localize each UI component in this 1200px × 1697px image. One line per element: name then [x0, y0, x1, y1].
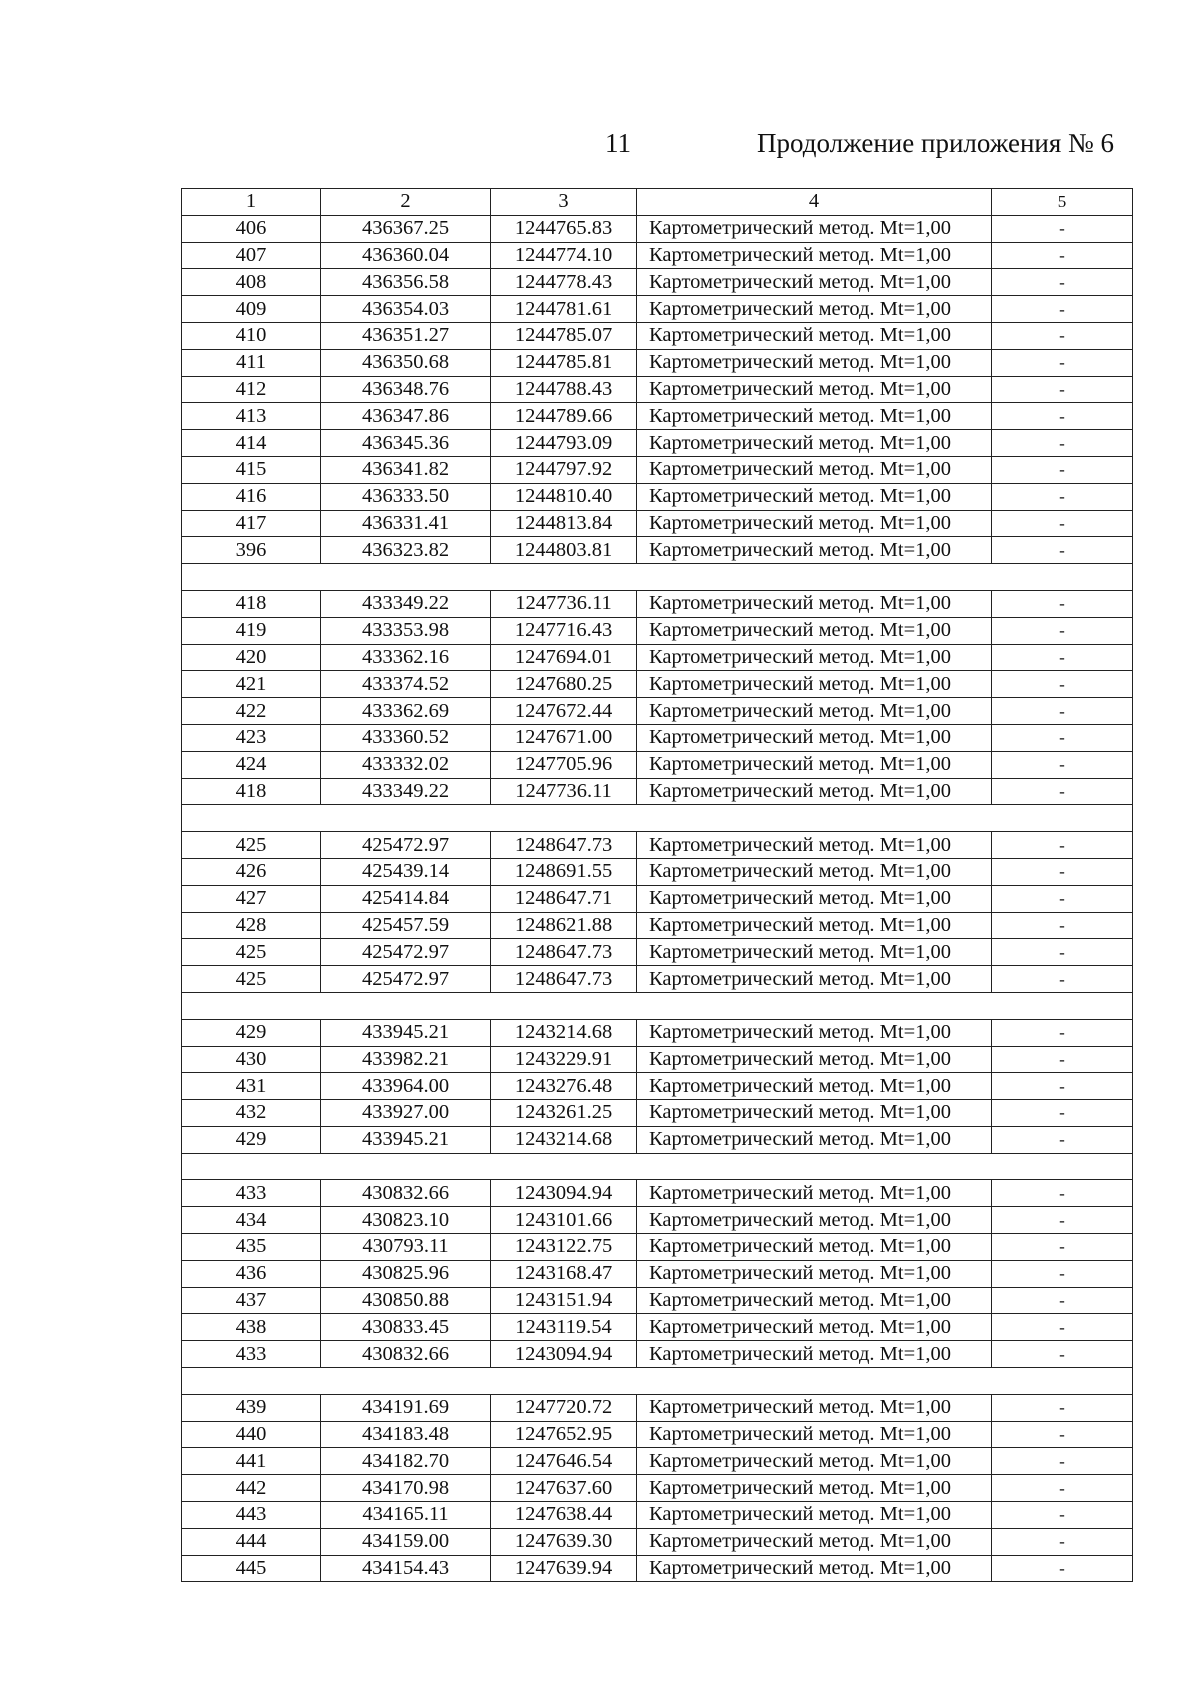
method-cell: Картометрический метод. Mt=1,00 — [637, 858, 992, 885]
column-header-1: 1 — [182, 189, 321, 216]
x-coordinate-cell: 436367.25 — [321, 215, 491, 242]
y-coordinate-cell: 1243094.94 — [491, 1180, 637, 1207]
table-row — [182, 671, 1133, 698]
note-cell: - — [992, 215, 1133, 242]
note-cell: - — [992, 510, 1133, 537]
y-coordinate-cell: 1243261.25 — [491, 1100, 637, 1127]
column-header-4: 4 — [637, 189, 992, 216]
note-cell: - — [992, 430, 1133, 457]
x-coordinate-cell: 433332.02 — [321, 751, 491, 778]
group-separator-cell — [182, 1153, 1133, 1180]
table-row — [182, 644, 1133, 671]
table-row — [182, 778, 1133, 805]
page-number: 11 — [605, 128, 631, 158]
point-number-cell: 421 — [182, 671, 321, 698]
group-separator-cell — [182, 992, 1133, 1019]
note-cell: - — [992, 1234, 1133, 1261]
x-coordinate-cell: 425439.14 — [321, 858, 491, 885]
y-coordinate-cell: 1248691.55 — [491, 858, 637, 885]
table-row — [182, 1073, 1133, 1100]
x-coordinate-cell: 434182.70 — [321, 1448, 491, 1475]
table-row — [182, 1448, 1133, 1475]
note-cell: - — [992, 1207, 1133, 1234]
x-coordinate-cell: 433349.22 — [321, 590, 491, 617]
column-header-5: 5 — [992, 189, 1133, 216]
point-number-cell: 435 — [182, 1234, 321, 1261]
y-coordinate-cell: 1247716.43 — [491, 617, 637, 644]
point-number-cell: 420 — [182, 644, 321, 671]
note-cell: - — [992, 617, 1133, 644]
note-cell: - — [992, 1180, 1133, 1207]
x-coordinate-cell: 436341.82 — [321, 456, 491, 483]
x-coordinate-cell: 436347.86 — [321, 403, 491, 430]
method-cell: Картометрический метод. Mt=1,00 — [637, 1555, 992, 1582]
group-separator-row — [182, 805, 1133, 832]
note-cell: - — [992, 1019, 1133, 1046]
point-number-cell: 434 — [182, 1207, 321, 1234]
note-cell: - — [992, 1287, 1133, 1314]
y-coordinate-cell: 1244797.92 — [491, 456, 637, 483]
x-coordinate-cell: 430825.96 — [321, 1260, 491, 1287]
point-number-cell: 432 — [182, 1100, 321, 1127]
x-coordinate-cell: 436351.27 — [321, 322, 491, 349]
note-cell: - — [992, 322, 1133, 349]
group-separator-row — [182, 1368, 1133, 1395]
note-cell: - — [992, 1394, 1133, 1421]
y-coordinate-cell: 1247705.96 — [491, 751, 637, 778]
note-cell: - — [992, 858, 1133, 885]
point-number-cell: 444 — [182, 1528, 321, 1555]
point-number-cell: 439 — [182, 1394, 321, 1421]
note-cell: - — [992, 966, 1133, 993]
note-cell: - — [992, 1126, 1133, 1153]
note-cell: - — [992, 1100, 1133, 1127]
y-coordinate-cell: 1243168.47 — [491, 1260, 637, 1287]
method-cell: Картометрический метод. Mt=1,00 — [637, 1287, 992, 1314]
y-coordinate-cell: 1247639.30 — [491, 1528, 637, 1555]
note-cell: - — [992, 242, 1133, 269]
y-coordinate-cell: 1244793.09 — [491, 430, 637, 457]
x-coordinate-cell: 430832.66 — [321, 1180, 491, 1207]
y-coordinate-cell: 1247680.25 — [491, 671, 637, 698]
method-cell: Картометрический метод. Mt=1,00 — [637, 832, 992, 859]
point-number-cell: 416 — [182, 483, 321, 510]
point-number-cell: 414 — [182, 430, 321, 457]
x-coordinate-cell: 433927.00 — [321, 1100, 491, 1127]
table-row — [182, 269, 1133, 296]
note-cell: - — [992, 269, 1133, 296]
point-number-cell: 445 — [182, 1555, 321, 1582]
x-coordinate-cell: 430793.11 — [321, 1234, 491, 1261]
point-number-cell: 425 — [182, 939, 321, 966]
y-coordinate-cell: 1247672.44 — [491, 698, 637, 725]
x-coordinate-cell: 425472.97 — [321, 966, 491, 993]
table-row — [182, 832, 1133, 859]
y-coordinate-cell: 1247646.54 — [491, 1448, 637, 1475]
table-row — [182, 349, 1133, 376]
method-cell: Картометрический метод. Mt=1,00 — [637, 456, 992, 483]
x-coordinate-cell: 425472.97 — [321, 832, 491, 859]
x-coordinate-cell: 425457.59 — [321, 912, 491, 939]
x-coordinate-cell: 430850.88 — [321, 1287, 491, 1314]
point-number-cell: 425 — [182, 966, 321, 993]
x-coordinate-cell: 436323.82 — [321, 537, 491, 564]
x-coordinate-cell: 430832.66 — [321, 1341, 491, 1368]
point-number-cell: 396 — [182, 537, 321, 564]
table-row — [182, 430, 1133, 457]
column-header-3: 3 — [491, 189, 637, 216]
group-separator-cell — [182, 564, 1133, 591]
x-coordinate-cell: 436345.36 — [321, 430, 491, 457]
note-cell: - — [992, 1555, 1133, 1582]
y-coordinate-cell: 1243094.94 — [491, 1341, 637, 1368]
method-cell: Картометрический метод. Mt=1,00 — [637, 215, 992, 242]
table-row — [182, 1341, 1133, 1368]
x-coordinate-cell: 436354.03 — [321, 296, 491, 323]
method-cell: Картометрический метод. Mt=1,00 — [637, 1314, 992, 1341]
table-row — [182, 698, 1133, 725]
method-cell: Картометрический метод. Mt=1,00 — [637, 1019, 992, 1046]
method-cell: Картометрический метод. Mt=1,00 — [637, 671, 992, 698]
point-number-cell: 410 — [182, 322, 321, 349]
x-coordinate-cell: 436360.04 — [321, 242, 491, 269]
table-row — [182, 912, 1133, 939]
point-number-cell: 427 — [182, 885, 321, 912]
y-coordinate-cell: 1247720.72 — [491, 1394, 637, 1421]
x-coordinate-cell: 430823.10 — [321, 1207, 491, 1234]
y-coordinate-cell: 1244788.43 — [491, 376, 637, 403]
x-coordinate-cell: 434183.48 — [321, 1421, 491, 1448]
method-cell: Картометрический метод. Mt=1,00 — [637, 322, 992, 349]
method-cell: Картометрический метод. Mt=1,00 — [637, 242, 992, 269]
method-cell: Картометрический метод. Mt=1,00 — [637, 1046, 992, 1073]
note-cell: - — [992, 590, 1133, 617]
table-row — [182, 885, 1133, 912]
point-number-cell: 407 — [182, 242, 321, 269]
y-coordinate-cell: 1247639.94 — [491, 1555, 637, 1582]
method-cell: Картометрический метод. Mt=1,00 — [637, 1260, 992, 1287]
point-number-cell: 436 — [182, 1260, 321, 1287]
note-cell: - — [992, 832, 1133, 859]
table-row — [182, 296, 1133, 323]
table-row — [182, 939, 1133, 966]
point-number-cell: 419 — [182, 617, 321, 644]
y-coordinate-cell: 1244789.66 — [491, 403, 637, 430]
note-cell: - — [992, 1073, 1133, 1100]
y-coordinate-cell: 1244803.81 — [491, 537, 637, 564]
note-cell: - — [992, 912, 1133, 939]
point-number-cell: 415 — [182, 456, 321, 483]
x-coordinate-cell: 433945.21 — [321, 1126, 491, 1153]
note-cell: - — [992, 1448, 1133, 1475]
note-cell: - — [992, 483, 1133, 510]
y-coordinate-cell: 1248647.73 — [491, 832, 637, 859]
note-cell: - — [992, 403, 1133, 430]
point-number-cell: 422 — [182, 698, 321, 725]
x-coordinate-cell: 436333.50 — [321, 483, 491, 510]
x-coordinate-cell: 434154.43 — [321, 1555, 491, 1582]
point-number-cell: 412 — [182, 376, 321, 403]
x-coordinate-cell: 436350.68 — [321, 349, 491, 376]
table-row — [182, 376, 1133, 403]
method-cell: Картометрический метод. Mt=1,00 — [637, 724, 992, 751]
method-cell: Картометрический метод. Mt=1,00 — [637, 912, 992, 939]
point-number-cell: 428 — [182, 912, 321, 939]
table-row — [182, 1180, 1133, 1207]
point-number-cell: 426 — [182, 858, 321, 885]
method-cell: Картометрический метод. Mt=1,00 — [637, 1234, 992, 1261]
point-number-cell: 433 — [182, 1341, 321, 1368]
note-cell: - — [992, 644, 1133, 671]
y-coordinate-cell: 1244765.83 — [491, 215, 637, 242]
method-cell: Картометрический метод. Mt=1,00 — [637, 1421, 992, 1448]
y-coordinate-cell: 1243151.94 — [491, 1287, 637, 1314]
point-number-cell: 406 — [182, 215, 321, 242]
note-cell: - — [992, 296, 1133, 323]
group-separator-row — [182, 992, 1133, 1019]
method-cell: Картометрический метод. Mt=1,00 — [637, 1180, 992, 1207]
point-number-cell: 438 — [182, 1314, 321, 1341]
x-coordinate-cell: 434191.69 — [321, 1394, 491, 1421]
y-coordinate-cell: 1248647.71 — [491, 885, 637, 912]
table-row — [182, 1019, 1133, 1046]
point-number-cell: 417 — [182, 510, 321, 537]
note-cell: - — [992, 1502, 1133, 1529]
method-cell: Картометрический метод. Mt=1,00 — [637, 296, 992, 323]
table-row — [182, 1234, 1133, 1261]
x-coordinate-cell: 434165.11 — [321, 1502, 491, 1529]
x-coordinate-cell: 433362.16 — [321, 644, 491, 671]
note-cell: - — [992, 885, 1133, 912]
y-coordinate-cell: 1247736.11 — [491, 778, 637, 805]
method-cell: Картометрический метод. Mt=1,00 — [637, 1475, 992, 1502]
point-number-cell: 408 — [182, 269, 321, 296]
x-coordinate-cell: 436356.58 — [321, 269, 491, 296]
table-row — [182, 322, 1133, 349]
y-coordinate-cell: 1244774.10 — [491, 242, 637, 269]
y-coordinate-cell: 1243122.75 — [491, 1234, 637, 1261]
table-row — [182, 483, 1133, 510]
table-row — [182, 1528, 1133, 1555]
note-cell: - — [992, 1528, 1133, 1555]
note-cell: - — [992, 1341, 1133, 1368]
method-cell: Картометрический метод. Mt=1,00 — [637, 1126, 992, 1153]
point-number-cell: 431 — [182, 1073, 321, 1100]
table-row — [182, 403, 1133, 430]
y-coordinate-cell: 1243119.54 — [491, 1314, 637, 1341]
table-row — [182, 1555, 1133, 1582]
note-cell: - — [992, 376, 1133, 403]
method-cell: Картометрический метод. Mt=1,00 — [637, 644, 992, 671]
group-separator-cell — [182, 805, 1133, 832]
method-cell: Картометрический метод. Mt=1,00 — [637, 590, 992, 617]
method-cell: Картометрический метод. Mt=1,00 — [637, 885, 992, 912]
table-row — [182, 1475, 1133, 1502]
y-coordinate-cell: 1247671.00 — [491, 724, 637, 751]
method-cell: Картометрический метод. Mt=1,00 — [637, 403, 992, 430]
method-cell: Картометрический метод. Mt=1,00 — [637, 966, 992, 993]
table-row — [182, 751, 1133, 778]
x-coordinate-cell: 433349.22 — [321, 778, 491, 805]
method-cell: Картометрический метод. Mt=1,00 — [637, 617, 992, 644]
method-cell: Картометрический метод. Mt=1,00 — [637, 698, 992, 725]
x-coordinate-cell: 433362.69 — [321, 698, 491, 725]
y-coordinate-cell: 1243229.91 — [491, 1046, 637, 1073]
table-header-row — [182, 189, 1133, 216]
page-caption: Продолжение приложения № 6 — [757, 128, 1115, 158]
y-coordinate-cell: 1247736.11 — [491, 590, 637, 617]
table-row — [182, 1207, 1133, 1234]
method-cell: Картометрический метод. Mt=1,00 — [637, 537, 992, 564]
note-cell: - — [992, 939, 1133, 966]
note-cell: - — [992, 349, 1133, 376]
method-cell: Картометрический метод. Mt=1,00 — [637, 1502, 992, 1529]
method-cell: Картометрический метод. Mt=1,00 — [637, 751, 992, 778]
method-cell: Картометрический метод. Mt=1,00 — [637, 269, 992, 296]
method-cell: Картометрический метод. Mt=1,00 — [637, 1100, 992, 1127]
point-number-cell: 433 — [182, 1180, 321, 1207]
method-cell: Картометрический метод. Mt=1,00 — [637, 939, 992, 966]
group-separator-row — [182, 564, 1133, 591]
y-coordinate-cell: 1244813.84 — [491, 510, 637, 537]
table-row — [182, 1260, 1133, 1287]
table-row — [182, 1287, 1133, 1314]
method-cell: Картометрический метод. Mt=1,00 — [637, 510, 992, 537]
method-cell: Картометрический метод. Mt=1,00 — [637, 1448, 992, 1475]
point-number-cell: 423 — [182, 724, 321, 751]
method-cell: Картометрический метод. Mt=1,00 — [637, 1394, 992, 1421]
note-cell: - — [992, 1314, 1133, 1341]
y-coordinate-cell: 1244785.81 — [491, 349, 637, 376]
coordinates-table-body — [182, 189, 1133, 1582]
x-coordinate-cell: 434170.98 — [321, 1475, 491, 1502]
method-cell: Картометрический метод. Mt=1,00 — [637, 1073, 992, 1100]
table-row — [182, 1314, 1133, 1341]
note-cell: - — [992, 778, 1133, 805]
x-coordinate-cell: 434159.00 — [321, 1528, 491, 1555]
note-cell: - — [992, 724, 1133, 751]
point-number-cell: 429 — [182, 1019, 321, 1046]
method-cell: Картометрический метод. Mt=1,00 — [637, 778, 992, 805]
y-coordinate-cell: 1244781.61 — [491, 296, 637, 323]
table-row — [182, 215, 1133, 242]
point-number-cell: 418 — [182, 590, 321, 617]
table-row — [182, 1046, 1133, 1073]
point-number-cell: 413 — [182, 403, 321, 430]
y-coordinate-cell: 1243101.66 — [491, 1207, 637, 1234]
method-cell: Картометрический метод. Mt=1,00 — [637, 1341, 992, 1368]
point-number-cell: 437 — [182, 1287, 321, 1314]
x-coordinate-cell: 433360.52 — [321, 724, 491, 751]
y-coordinate-cell: 1244810.40 — [491, 483, 637, 510]
method-cell: Картометрический метод. Mt=1,00 — [637, 1528, 992, 1555]
table-row — [182, 1100, 1133, 1127]
point-number-cell: 429 — [182, 1126, 321, 1153]
note-cell: - — [992, 456, 1133, 483]
point-number-cell: 418 — [182, 778, 321, 805]
table-row — [182, 456, 1133, 483]
point-number-cell: 425 — [182, 832, 321, 859]
method-cell: Картометрический метод. Mt=1,00 — [637, 1207, 992, 1234]
group-separator-row — [182, 1153, 1133, 1180]
table-row — [182, 510, 1133, 537]
y-coordinate-cell: 1248621.88 — [491, 912, 637, 939]
x-coordinate-cell: 433964.00 — [321, 1073, 491, 1100]
x-coordinate-cell: 436331.41 — [321, 510, 491, 537]
note-cell: - — [992, 671, 1133, 698]
table-row — [182, 724, 1133, 751]
note-cell: - — [992, 1260, 1133, 1287]
note-cell: - — [992, 751, 1133, 778]
table-row — [182, 590, 1133, 617]
x-coordinate-cell: 433353.98 — [321, 617, 491, 644]
x-coordinate-cell: 433982.21 — [321, 1046, 491, 1073]
table-row — [182, 1421, 1133, 1448]
x-coordinate-cell: 433945.21 — [321, 1019, 491, 1046]
table-row — [182, 966, 1133, 993]
method-cell: Картометрический метод. Mt=1,00 — [637, 430, 992, 457]
point-number-cell: 411 — [182, 349, 321, 376]
x-coordinate-cell: 436348.76 — [321, 376, 491, 403]
y-coordinate-cell: 1247694.01 — [491, 644, 637, 671]
y-coordinate-cell: 1247652.95 — [491, 1421, 637, 1448]
x-coordinate-cell: 430833.45 — [321, 1314, 491, 1341]
note-cell: - — [992, 698, 1133, 725]
table-row — [182, 242, 1133, 269]
y-coordinate-cell: 1247637.60 — [491, 1475, 637, 1502]
point-number-cell: 440 — [182, 1421, 321, 1448]
note-cell: - — [992, 1475, 1133, 1502]
note-cell: - — [992, 1046, 1133, 1073]
table-row — [182, 617, 1133, 644]
point-number-cell: 409 — [182, 296, 321, 323]
table-row — [182, 858, 1133, 885]
table-row — [182, 537, 1133, 564]
y-coordinate-cell: 1243214.68 — [491, 1019, 637, 1046]
table-row — [182, 1126, 1133, 1153]
y-coordinate-cell: 1243214.68 — [491, 1126, 637, 1153]
y-coordinate-cell: 1244778.43 — [491, 269, 637, 296]
method-cell: Картометрический метод. Mt=1,00 — [637, 483, 992, 510]
note-cell: - — [992, 1421, 1133, 1448]
point-number-cell: 443 — [182, 1502, 321, 1529]
group-separator-cell — [182, 1368, 1133, 1395]
point-number-cell: 424 — [182, 751, 321, 778]
method-cell: Картометрический метод. Mt=1,00 — [637, 349, 992, 376]
y-coordinate-cell: 1248647.73 — [491, 939, 637, 966]
y-coordinate-cell: 1243276.48 — [491, 1073, 637, 1100]
note-cell: - — [992, 537, 1133, 564]
point-number-cell: 430 — [182, 1046, 321, 1073]
coordinates-table — [181, 188, 1133, 1582]
y-coordinate-cell: 1244785.07 — [491, 322, 637, 349]
y-coordinate-cell: 1247638.44 — [491, 1502, 637, 1529]
x-coordinate-cell: 433374.52 — [321, 671, 491, 698]
x-coordinate-cell: 425414.84 — [321, 885, 491, 912]
column-header-2: 2 — [321, 189, 491, 216]
y-coordinate-cell: 1248647.73 — [491, 966, 637, 993]
table-row — [182, 1502, 1133, 1529]
method-cell: Картометрический метод. Mt=1,00 — [637, 376, 992, 403]
table-row — [182, 1394, 1133, 1421]
point-number-cell: 442 — [182, 1475, 321, 1502]
x-coordinate-cell: 425472.97 — [321, 939, 491, 966]
point-number-cell: 441 — [182, 1448, 321, 1475]
